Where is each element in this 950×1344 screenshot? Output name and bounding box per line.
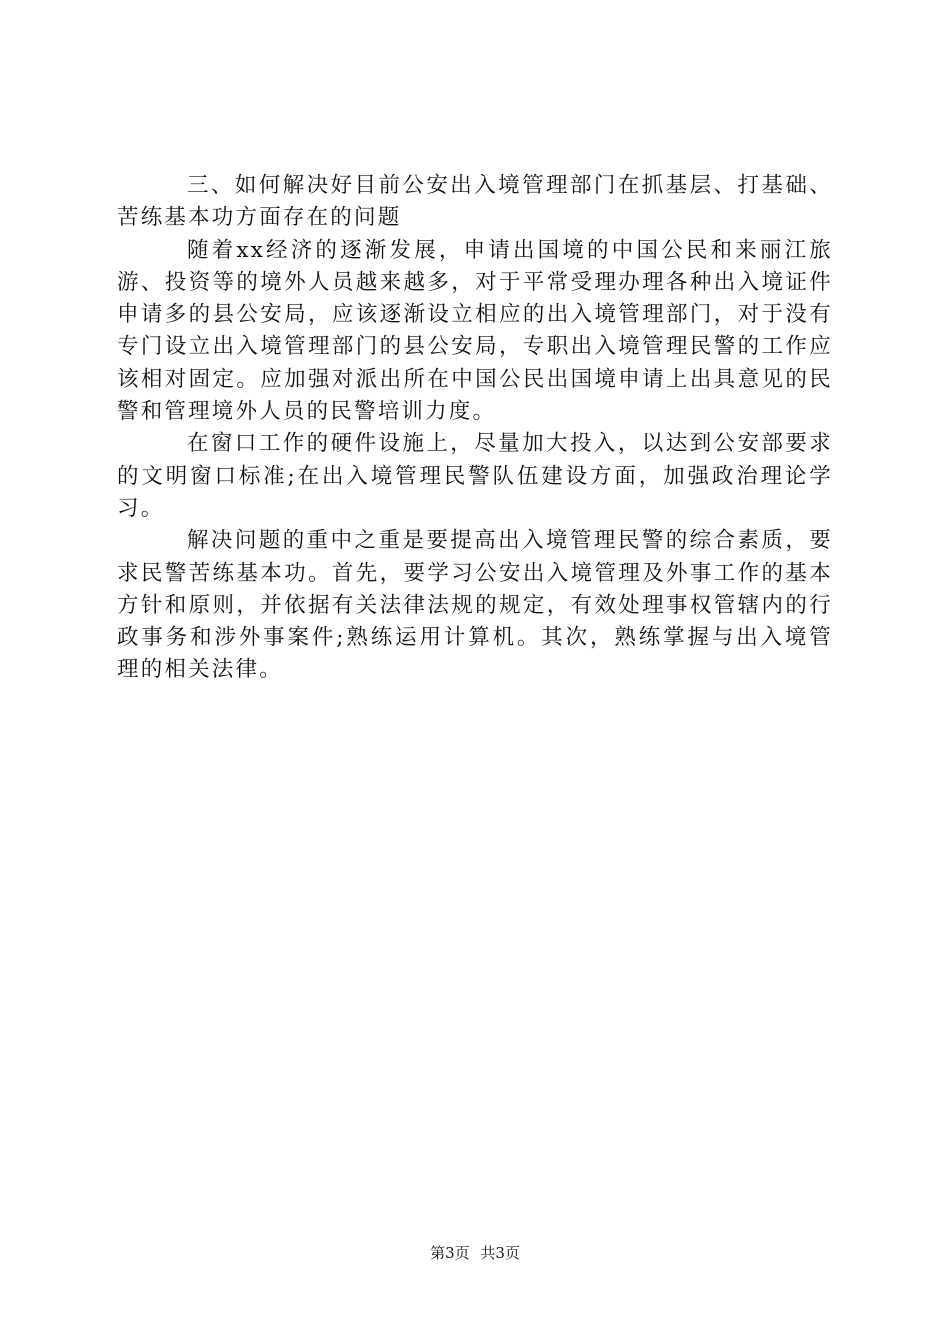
page-footer [0, 1243, 950, 1263]
section-heading-paragraph: 三、如何解决好目前公安出入境管理部门在抓基层、打基础、苦练基本功方面存在的问题 [117, 173, 833, 231]
body-paragraph-window-facilities: 在窗口工作的硬件设施上，尽量加大投入，以达到公安部要求的文明窗口标准;在出入境管理民警队伍建设方面，加强政治理论学习。 [117, 431, 833, 521]
body-paragraph-quality: 解决问题的重中之重是要提高出入境管理民警的综合素质，要求民警苦练基本功。首先，要学习公安出入境管理及外事工作的基本方针和原则，并依据有关法律法规的规定，有效处理事权管辖内的行政事务和涉外事案件;熟练运用计算机。其次，熟练掌握与出入境管理的相关法律。 [117, 528, 833, 683]
body-paragraph-development: 随着xx经济的逐渐发展，申请出国境的中国公民和来丽江旅游、投资等的境外人员越来越多，对于平常受理办理各种出入境证件申请多的县公安局，应该逐渐设立相应的出入境管理部门，对于没有专门设立出入境管理部门的县公安局，专职出入境管理民警的工作应该相对固定。应加强对派出所在中国公民出国境申请上出具意见的民警和管理境外人员的民警培训力度。 [117, 237, 833, 425]
page-number-current: 第3页 [430, 1244, 470, 1262]
page-number-total: 共3页 [480, 1244, 520, 1262]
document-body [117, 170, 833, 687]
